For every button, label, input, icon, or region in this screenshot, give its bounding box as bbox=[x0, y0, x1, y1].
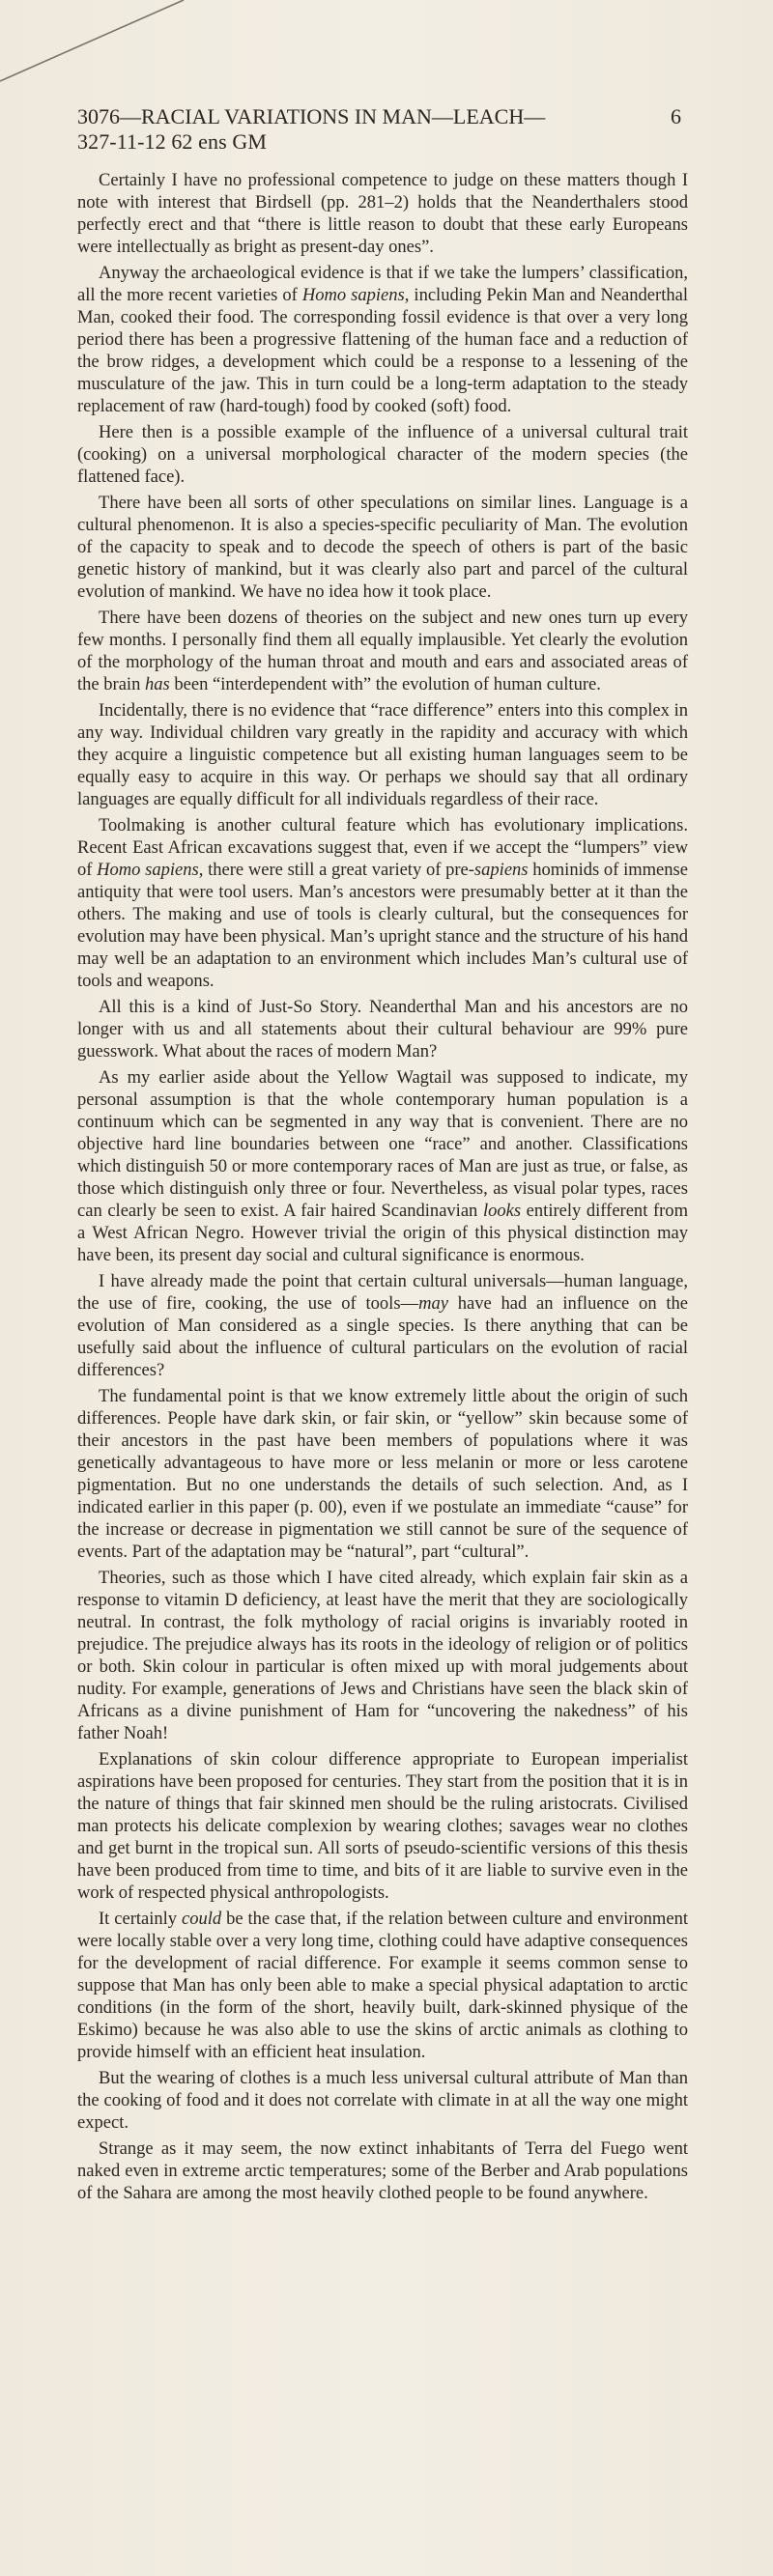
page-number: 6 bbox=[671, 104, 681, 128]
paragraph-text: been “interdependent with” the evolution of human culture. bbox=[169, 674, 601, 694]
paragraph: The fundamental point is that we know extremely little about the origin of such differences. People have dark skin, or fair skin, or “yellow” skin because some of their ancestors in the past have been members of populations where it was genetically advantageous to have more or less melanin or more or less carotene pigmentation. But no one understands the details of such selection. And, as I indicated earlier in this paper (p. 00), even if we postulate an immediate “cause” for the increase or decrease in pigmentation we still cannot be sure of the sequence of events. Part of the adaptation may be “natural”, part “cultural”. bbox=[77, 1386, 688, 1562]
paragraph bbox=[77, 607, 688, 695]
paragraph-text: , there were still a great variety of pre- bbox=[198, 860, 474, 880]
italic-term: Homo sapiens bbox=[301, 285, 405, 305]
paragraph: All this is a kind of Just-So Story. Neanderthal Man and his ancestors are no longer with us and all statements about their cultural behaviour are 99% pure guesswork. What about the races of modern Man? bbox=[77, 997, 688, 1062]
paragraph-text: There have been dozens of theories on the subject and new ones turn up every few months. I personally find them all equally implausible. Yet clearly the evolution of the morphology of the human throat and mouth and ears and associated areas of the brain bbox=[77, 608, 688, 694]
paragraph bbox=[77, 1270, 688, 1381]
paragraph: But the wearing of clothes is a much less universal cultural attribute of Man than the cooking of food and it does not correlate with climate in at all the way one might expect. bbox=[77, 2068, 688, 2133]
italic-term: sapiens bbox=[473, 860, 529, 880]
paragraph: Here then is a possible example of the influence of a universal cultural trait (cooking) on a universal morphological character of the modern species (the flattened face). bbox=[77, 422, 688, 487]
paragraph-text: Anyway the archaeological evidence is that if we take the lumpers’ classification, all the more recent varieties of bbox=[77, 263, 688, 305]
paragraph bbox=[77, 262, 688, 417]
paragraph-text: As my earlier aside about the Yellow Wagtail was supposed to indicate, my personal assumption is that the whole contemporary human population is a continuum which can be segmented in any way that is convenient. There are no objective hard line boundaries between one “race” and another. Classifications which distinguish 50 or more contemporary races of Man are just as true, or false, as those which distinguish only three or four. Nevertheless, as visual polar types, races can clearly be seen to exist. A fair haired Scandinavian bbox=[77, 1067, 688, 1221]
paragraph bbox=[77, 1908, 688, 2063]
header-slug: 327-11-12 62 ens GM bbox=[77, 129, 268, 154]
paragraph-text: It certainly bbox=[99, 1909, 182, 1929]
italic-term: may bbox=[418, 1293, 448, 1314]
paragraph bbox=[77, 1066, 688, 1266]
page-header bbox=[77, 104, 686, 155]
paragraph-text: Toolmaking is another cultural feature which has evolutionary implications. Recent East African excavations suggest that, even if we accept the “lumpers” view of bbox=[77, 815, 688, 880]
paragraph: Theories, such as those which I have cited already, which explain fair skin as a response to vitamin D deficiency, at least have the merit that they are sociologically neutral. In contrast, the folk mythology of racial origins is invariably rooted in prejudice. The prejudice always has its roots in the ideology of religion or of politics or both. Skin colour in particular is often mixed up with moral judgements about nudity. For example, generations of Jews and Christians have seen the black skin of Africans as a divine punishment of Ham for “uncovering the nakedness” of his father Noah! bbox=[77, 1568, 688, 1743]
paragraph: Incidentally, there is no evidence that “race difference” enters into this complex in any way. Individual children vary greatly in the rapidity and accuracy with which they acquire a linguistic competence but all existing human languages seem to be equally easy to acquire in this way. Or perhaps we should say that all ordinary languages are equally difficult for all individuals regardless of their race. bbox=[77, 700, 688, 809]
corner-fold-line bbox=[0, 0, 193, 97]
paragraph-text: entirely different from a West African Negro. However trivial the origin of this physical distinction may have been, its present day social and cultural significance is enormous. bbox=[77, 1201, 688, 1265]
italic-term: Homo sapiens bbox=[97, 860, 199, 880]
italic-term: has bbox=[144, 674, 170, 694]
paragraph-text: hominids of immense antiquity that were tool users. Man’s ancestors were presumably better at it than the others. The making and use of tools is clearly cultural, but the consequences for evolution may have been physical. Man’s upright stance and the structure of his hand may well be an adaptation to an environment which includes Man’s cultural use of tools and weapons. bbox=[77, 860, 688, 991]
paragraph-text: , including Pekin Man and Neanderthal Man, cooked their food. The corresponding fossil evidence is that over a very long period there has been a progressive flattening of the human face and a reduction of the brow ridges, a development which could be a response to a lessening of the musculature of the jaw. This in turn could be a long-term adaptation to the steady replacement of raw (hard-tough) food by cooked (soft) food. bbox=[77, 285, 688, 416]
header-title: 3076—RACIAL VARIATIONS IN MAN—LEACH— bbox=[77, 104, 546, 128]
italic-term: looks bbox=[482, 1201, 522, 1221]
paragraph bbox=[77, 814, 688, 992]
paragraph-text: be the case that, if the relation between culture and environment were locally stable over a very long time, clothing could have adaptive consequences for the development of racial difference. For example it seems common sense to suppose that Man has only been able to make a special physical adaptation to arctic conditions (in the form of the short, heavily built, dark-skinned physique of the Eskimo) because he was also able to use the skins of arctic animals as clothing to provide himself with an efficient heat insulation. bbox=[77, 1909, 688, 2062]
paragraph: There have been all sorts of other speculations on similar lines. Language is a cultural phenomenon. It is also a species-specific peculiarity of Man. The evolution of the capacity to speak and to decode the speech of others is part of the basic genetic history of mankind, but it was clearly also part and parcel of the cultural evolution of mankind. We have no idea how it took place. bbox=[77, 493, 688, 602]
paragraph: Certainly I have no professional competence to judge on these matters though I note with interest that Birdsell (pp. 281–2) holds that the Neanderthalers stood perfectly erect and that “there is little reason to doubt that these early Europeans were intellectually as bright as present-day ones”. bbox=[77, 170, 688, 257]
paragraph-text: I have already made the point that certain cultural universals—human language, the use of fire, cooking, the use of tools— bbox=[77, 1271, 688, 1314]
paragraph: Strange as it may seem, the now extinct inhabitants of Terra del Fuego went naked even in extreme arctic temperatures; some of the Berber and Arab populations of the Sahara are among the most heavily clothed people to be found anywhere. bbox=[77, 2138, 688, 2203]
paragraph-text: have had an influence on the evolution of Man considered as a single species. Is there anything that can be usefully said about the influence of cultural particulars on the evolution of racial differences? bbox=[77, 1293, 689, 1380]
italic-term: could bbox=[182, 1909, 222, 1929]
article-body bbox=[77, 169, 688, 2208]
paragraph: Explanations of skin colour difference appropriate to European imperialist aspirations have been proposed for centuries. They start from the position that it is in the nature of things that fair skinned men should be the ruling aristocrats. Civilised man protects his delicate complexion by wearing clothes; savages wear no clothes and get burnt in the tropical sun. All sorts of pseudo-scientific versions of this thesis have been produced from time to time, and bits of it are liable to survive even in the work of respected physical anthropologists. bbox=[77, 1749, 688, 1903]
